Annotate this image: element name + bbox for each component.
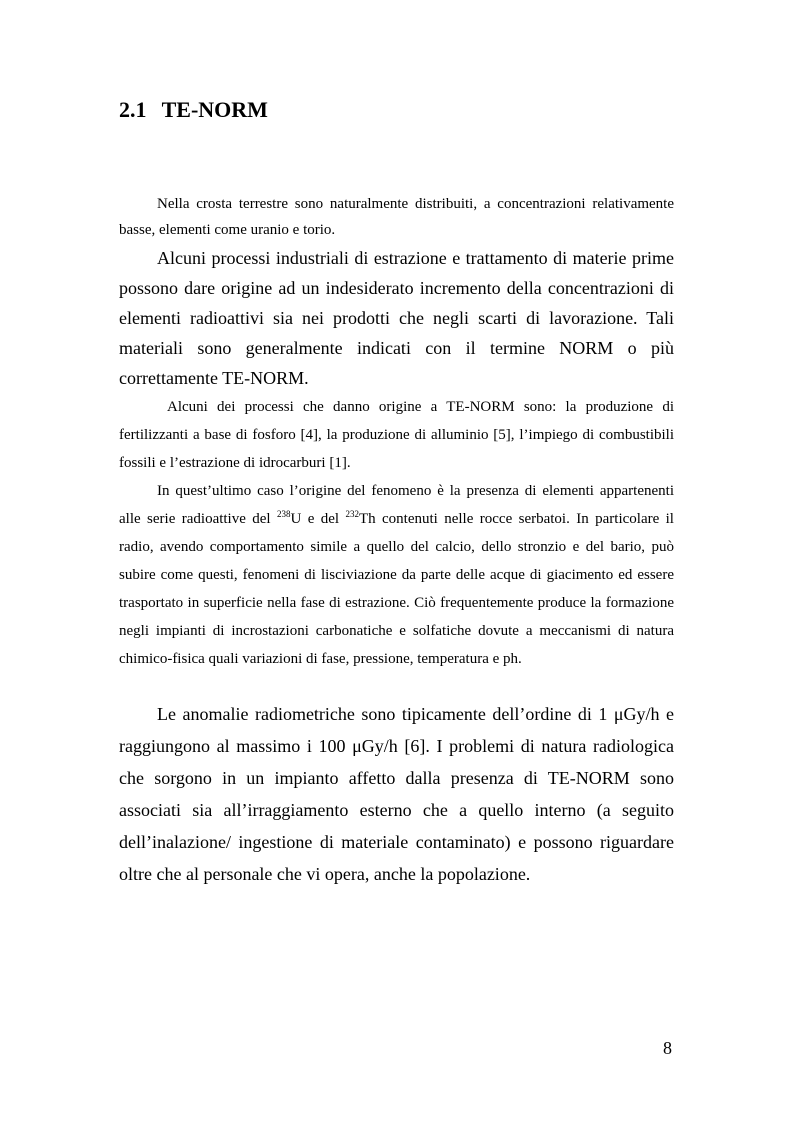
section-heading bbox=[119, 95, 268, 125]
page-number: 8 bbox=[663, 1038, 672, 1058]
section-title: TE-NORM bbox=[161, 97, 268, 122]
paragraph-text-part: Th contenuti nelle rocce serbatoi. In particolare il radio, avendo comportamento simile a quello del calcio, dello stronzio e del bario, può subire come questi, fenomeni di lisciviazione da parte delle acque di giacimento ed essere trasportato in superficie nella fase di estrazione. Ciò frequentemente produce la formazione negli impianti di incrostazioni carbonatiche e solfatiche dovute a meccanismi di natura chimico-fisica quali variazioni di fase, pressione, temperatura e ph. bbox=[119, 511, 674, 667]
paragraph-intro: Nella crosta terrestre sono naturalmente distribuiti, a concentrazioni relativamente basse, elementi come uranio e torio. bbox=[119, 196, 674, 238]
isotope-mass-thorium: 232 bbox=[345, 509, 359, 519]
paragraph-text-part: U e del bbox=[290, 511, 346, 527]
section-number: 2.1 bbox=[119, 97, 147, 122]
paragraph-hydrocarbon-case bbox=[119, 477, 674, 673]
paragraph-industrial-processes: Alcuni processi industriali di estrazione e trattamento di materie prime possono dare origine ad un indesiderato incremento della concentrazioni di elementi radioattivi sia nei prodotti che negli scarti di lavorazione. Tali materiali sono generalmente indicati con il termine NORM o più correttamente TE-NORM. bbox=[119, 248, 674, 388]
paragraph-text-part: In quest’ultimo caso l’origine del fenomeno è la presenza di elementi appartenenti alle serie radioattive del bbox=[119, 483, 674, 527]
paragraph-radiometric-anomalies: Le anomalie radiometriche sono tipicamente dell’ordine di 1 μGy/h e raggiungono al massimo i 100 μGy/h [6]. I problemi di natura radiologica che sorgono in un impianto affetto dalla presenza di TE-NORM sono associati sia all’irraggiamento esterno che a quello interno (a seguito dell’inalazione/ ingestione di materiale contaminato) e possono riguardare oltre che al personale che vi opera, anche la popolazione. bbox=[119, 704, 674, 884]
isotope-mass-uranium: 238 bbox=[276, 509, 291, 519]
paragraph-te-norm-sources: Alcuni dei processi che danno origine a TE-NORM sono: la produzione di fertilizzanti a base di fosforo [4], la produzione di alluminio [5], l’impiego di combustibili fossili e l’estrazione di idrocarburi [1]. bbox=[119, 399, 674, 471]
